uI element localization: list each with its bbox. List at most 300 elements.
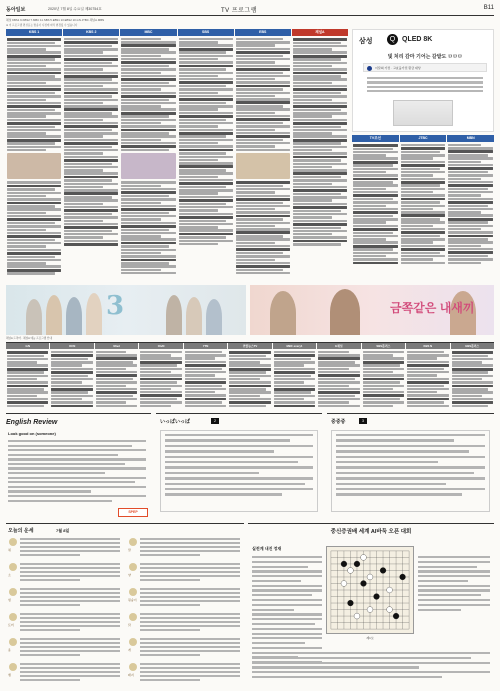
zodiac-label: 개 <box>128 648 131 652</box>
program-line <box>7 142 55 144</box>
program-listing <box>317 349 360 410</box>
program-line <box>318 395 355 397</box>
program-line <box>121 82 169 84</box>
go-board-caption: 제1보 <box>366 636 374 640</box>
program-line <box>293 210 341 212</box>
program-line <box>179 149 233 152</box>
program-line <box>64 58 118 61</box>
program-line <box>179 236 227 238</box>
program-line <box>293 230 347 232</box>
program-line <box>179 125 218 127</box>
program-line <box>401 161 446 163</box>
program-line <box>121 212 169 214</box>
program-line <box>236 238 290 240</box>
channel-header: EBS플러스 <box>451 343 494 349</box>
chinese-title: 중중중 <box>331 419 346 425</box>
program-line <box>7 55 61 58</box>
newspaper-name: 동아일보 <box>6 7 26 13</box>
channel-column <box>63 29 119 282</box>
program-line <box>448 235 493 238</box>
channel-column <box>50 343 93 410</box>
program-line <box>121 222 175 224</box>
program-line <box>293 62 347 64</box>
program-line <box>179 240 233 242</box>
program-line <box>64 183 118 185</box>
program-line <box>121 105 160 107</box>
program-line <box>185 351 222 353</box>
program-line <box>452 364 493 366</box>
program-line <box>121 225 175 228</box>
program-line <box>293 142 341 144</box>
program-line <box>448 262 481 264</box>
program-line <box>401 225 434 227</box>
program-line <box>353 194 398 197</box>
fortune-text-line <box>20 625 120 627</box>
channel-header: MBC <box>120 29 176 36</box>
program-line <box>448 161 481 163</box>
program-line <box>179 213 233 215</box>
program-line <box>363 357 404 359</box>
program-line <box>236 198 290 201</box>
program-listing <box>235 36 291 282</box>
schedule-note: ※ 이 프로그램 편성표는 방송사 사정에 따라 변경될 수 있습니다 <box>6 24 78 27</box>
program-line <box>236 208 275 210</box>
program-line <box>293 38 347 41</box>
program-line <box>407 385 444 387</box>
program-line <box>179 135 227 137</box>
program-line <box>353 154 386 156</box>
program-line <box>7 361 37 363</box>
program-line <box>353 258 398 260</box>
program-line <box>64 72 118 74</box>
program-line <box>185 361 226 363</box>
program-line <box>407 371 448 373</box>
program-line <box>274 391 311 393</box>
program-line <box>179 41 218 43</box>
program-line <box>96 374 137 377</box>
program-line <box>353 144 398 147</box>
program-line <box>293 48 332 50</box>
program-listing <box>406 349 449 410</box>
black-stone <box>341 561 347 567</box>
program-line <box>236 149 290 151</box>
program-line <box>452 351 493 354</box>
program-line <box>7 401 48 404</box>
zodiac-icon <box>129 638 137 646</box>
program-line <box>448 150 493 153</box>
program-line <box>236 88 284 90</box>
program-line <box>179 115 233 118</box>
zodiac-label: 용 <box>8 648 11 652</box>
program-line <box>121 48 169 50</box>
program-line <box>64 122 118 124</box>
program-line <box>179 182 233 185</box>
program-line <box>401 147 446 150</box>
japanese-column <box>156 413 322 519</box>
program-line <box>229 378 259 380</box>
zodiac-label: 원숭이 <box>128 598 137 602</box>
tv-schedule-grid <box>6 29 348 282</box>
program-line <box>121 119 175 121</box>
program-line <box>293 65 332 67</box>
program-line <box>7 208 61 210</box>
program-line <box>236 248 290 251</box>
program-line <box>121 145 175 148</box>
program-line <box>353 198 393 200</box>
program-line <box>293 163 347 165</box>
program-line <box>407 398 448 401</box>
white-stone <box>354 613 360 619</box>
program-line <box>293 213 347 215</box>
program-line <box>407 391 437 393</box>
program-line <box>121 185 160 187</box>
program-photo <box>121 153 175 179</box>
program-line <box>452 358 493 360</box>
program-line <box>452 391 493 393</box>
fortune-text-line <box>20 550 120 552</box>
program-line <box>64 159 118 162</box>
program-line <box>293 109 341 111</box>
ad-badge <box>363 63 487 72</box>
program-line <box>96 354 137 356</box>
program-line <box>51 385 92 387</box>
program-line <box>121 265 175 267</box>
program-line <box>318 371 359 373</box>
program-line <box>7 48 46 50</box>
program-listing <box>63 36 119 282</box>
program-line <box>448 157 493 159</box>
program-line <box>229 388 266 390</box>
program-line <box>179 199 233 202</box>
program-line <box>121 188 175 190</box>
program-line <box>353 211 398 214</box>
program-line <box>448 144 481 146</box>
program-line <box>179 226 218 228</box>
channel-header: KBS N <box>406 343 449 349</box>
program-line <box>64 176 118 179</box>
program-line <box>179 220 227 222</box>
fortune-text-line <box>140 554 200 556</box>
program-line <box>293 233 332 235</box>
program-line <box>96 388 137 390</box>
program-line <box>363 388 393 390</box>
channel-header: SBS플러스 <box>362 343 405 349</box>
program-line <box>179 51 227 53</box>
program-line <box>51 375 88 377</box>
program-line <box>7 181 61 183</box>
program-line <box>64 209 118 212</box>
program-line <box>407 354 448 356</box>
program-line <box>140 385 181 387</box>
go-bottom-text <box>252 652 490 681</box>
program-line <box>179 61 233 63</box>
program-line <box>64 156 118 158</box>
program-line <box>179 169 227 171</box>
black-stone <box>374 594 380 600</box>
program-line <box>236 262 290 264</box>
program-line <box>236 255 290 257</box>
program-line <box>7 75 55 77</box>
program-listing <box>292 36 348 282</box>
program-line <box>121 122 160 124</box>
program-line <box>179 88 233 90</box>
program-line <box>401 238 446 240</box>
program-line <box>293 129 347 131</box>
fortune-text-line <box>20 629 80 631</box>
qled-logo-icon: Q <box>387 34 398 45</box>
chinese-number: 3 <box>359 418 367 424</box>
program-line <box>121 99 169 101</box>
program-line <box>448 228 481 230</box>
program-line <box>7 185 61 188</box>
program-line <box>236 195 290 197</box>
energy-mark-icon <box>367 66 372 71</box>
program-line <box>293 166 332 168</box>
program-line <box>293 189 347 192</box>
program-line <box>401 164 446 167</box>
channel-header: tvN <box>6 343 49 349</box>
program-line <box>121 102 175 104</box>
program-listing <box>95 349 138 410</box>
program-line <box>7 78 61 80</box>
program-line <box>96 351 126 353</box>
program-line <box>7 122 61 125</box>
program-line <box>179 78 233 80</box>
channel-column <box>362 343 405 410</box>
program-line <box>401 157 434 159</box>
program-line <box>293 99 332 101</box>
program-line <box>229 381 270 383</box>
program-line <box>96 391 137 394</box>
program-line <box>401 151 441 153</box>
program-line <box>179 152 227 154</box>
program-listing <box>451 349 494 410</box>
program-line <box>64 169 103 171</box>
program-line <box>318 378 355 380</box>
program-line <box>229 358 270 360</box>
program-line <box>401 205 446 207</box>
program-line <box>401 262 446 264</box>
program-line <box>448 171 488 173</box>
program-line <box>448 154 488 156</box>
program-line <box>64 92 118 95</box>
program-line <box>293 45 347 47</box>
program-line <box>363 368 404 370</box>
program-line <box>179 129 233 131</box>
program-line <box>236 188 290 190</box>
program-line <box>7 358 48 360</box>
program-line <box>140 374 181 376</box>
zodiac-icon <box>129 538 137 546</box>
program-photo <box>236 153 290 179</box>
program-line <box>229 385 270 388</box>
program-line <box>452 375 493 377</box>
program-line <box>401 154 446 156</box>
program-line <box>407 401 444 403</box>
program-line <box>236 108 290 110</box>
program-line <box>293 220 347 222</box>
fortune-text-line <box>140 600 240 602</box>
program-line <box>140 371 170 373</box>
black-stone <box>400 574 406 580</box>
program-line <box>121 262 169 264</box>
program-line <box>121 149 169 151</box>
program-line <box>363 371 393 373</box>
program-line <box>401 228 446 230</box>
program-line <box>293 159 341 161</box>
program-listing <box>139 349 182 410</box>
program-line <box>7 192 61 194</box>
program-line <box>318 385 348 387</box>
program-line <box>401 194 446 196</box>
program-line <box>179 203 227 205</box>
program-line <box>293 216 332 218</box>
program-line <box>64 230 112 232</box>
program-line <box>236 129 275 131</box>
program-line <box>179 142 218 144</box>
program-line <box>353 184 398 186</box>
program-line <box>7 109 55 111</box>
program-line <box>236 265 290 268</box>
program-line <box>448 214 493 216</box>
promo-banner <box>6 285 494 335</box>
channel-header: TV조선 <box>352 135 399 142</box>
ad-body-text <box>367 77 483 95</box>
program-line <box>7 391 48 393</box>
program-line <box>179 172 233 174</box>
program-line <box>179 122 233 124</box>
program-line <box>121 41 175 43</box>
program-line <box>236 118 290 121</box>
fortune-text-line <box>140 617 240 619</box>
program-line <box>179 55 233 57</box>
fortune-text-line <box>140 638 240 640</box>
program-line <box>7 398 48 400</box>
program-line <box>7 198 61 200</box>
program-line <box>185 381 226 384</box>
program-line <box>121 135 175 137</box>
program-line <box>51 391 88 393</box>
fortune-text-line <box>20 679 80 681</box>
program-line <box>7 105 61 108</box>
zodiac-label: 소 <box>8 573 11 577</box>
program-line <box>64 68 103 70</box>
sponsor-tag: SPEP <box>118 508 148 517</box>
program-line <box>353 232 393 234</box>
program-line <box>353 191 398 193</box>
program-line <box>179 159 218 161</box>
program-line <box>236 75 290 77</box>
program-line <box>121 95 175 98</box>
fortune-text-line <box>140 575 240 577</box>
program-line <box>7 259 61 261</box>
program-line <box>274 368 315 370</box>
banner-caption: 채널A 드라마 · 채널A 예능 프로그램 안내 <box>6 337 52 340</box>
program-line <box>293 68 347 70</box>
program-line <box>293 55 347 58</box>
fortune-text-line <box>140 592 240 594</box>
program-line <box>140 351 181 353</box>
program-line <box>452 405 489 407</box>
program-line <box>179 233 233 236</box>
program-line <box>51 405 92 408</box>
program-line <box>64 149 118 151</box>
program-line <box>236 272 290 274</box>
program-line <box>7 115 46 117</box>
program-listing <box>6 349 49 410</box>
program-line <box>353 218 398 220</box>
fortune-text-line <box>20 575 120 577</box>
program-line <box>185 364 226 367</box>
fortune-text-line <box>20 567 120 569</box>
masthead <box>6 4 494 16</box>
program-line <box>64 213 112 215</box>
program-line <box>64 206 118 208</box>
program-line <box>140 364 177 366</box>
program-line <box>363 401 404 403</box>
program-line <box>401 201 441 203</box>
program-line <box>353 252 398 254</box>
fortune-text-line <box>140 646 240 648</box>
program-line <box>121 195 169 197</box>
program-line <box>293 169 347 171</box>
program-line <box>353 151 398 153</box>
program-line <box>401 221 446 223</box>
program-line <box>121 139 160 141</box>
program-line <box>96 357 137 360</box>
channel-header: SBS <box>178 29 234 36</box>
program-line <box>121 112 175 115</box>
program-line <box>51 401 92 403</box>
program-line <box>140 388 170 390</box>
go-board <box>326 546 414 634</box>
program-line <box>236 68 290 71</box>
program-line <box>229 375 270 377</box>
program-line <box>121 129 175 132</box>
program-line <box>64 226 118 229</box>
program-line <box>7 225 61 227</box>
program-line <box>179 156 233 158</box>
tv-schedule-grid-secondary <box>352 135 494 282</box>
program-line <box>179 229 233 231</box>
program-line <box>274 361 315 363</box>
program-line <box>7 272 55 274</box>
program-line <box>293 172 347 175</box>
program-line <box>448 251 493 254</box>
program-line <box>121 242 175 245</box>
drama-promo-image <box>6 285 246 335</box>
page-number: B11 <box>483 5 494 11</box>
program-line <box>318 381 359 383</box>
fortune-text-line <box>20 671 120 673</box>
program-line <box>179 44 233 46</box>
program-line <box>7 132 46 134</box>
program-line <box>7 42 55 44</box>
program-line <box>140 361 181 364</box>
channel-header: 연합뉴스TV <box>228 343 271 349</box>
program-line <box>7 375 48 377</box>
program-line <box>140 357 181 359</box>
program-line <box>236 115 290 117</box>
program-line <box>353 174 398 176</box>
go-tournament-title: 중신증권배 세계 AI바둑 오픈 대회 <box>330 529 412 535</box>
program-line <box>121 92 175 94</box>
zodiac-icon <box>9 538 17 546</box>
program-line <box>452 395 482 397</box>
program-line <box>401 255 446 257</box>
fortune-text-line <box>140 650 240 652</box>
fortune-title: 오늘의 운세 <box>8 528 34 534</box>
